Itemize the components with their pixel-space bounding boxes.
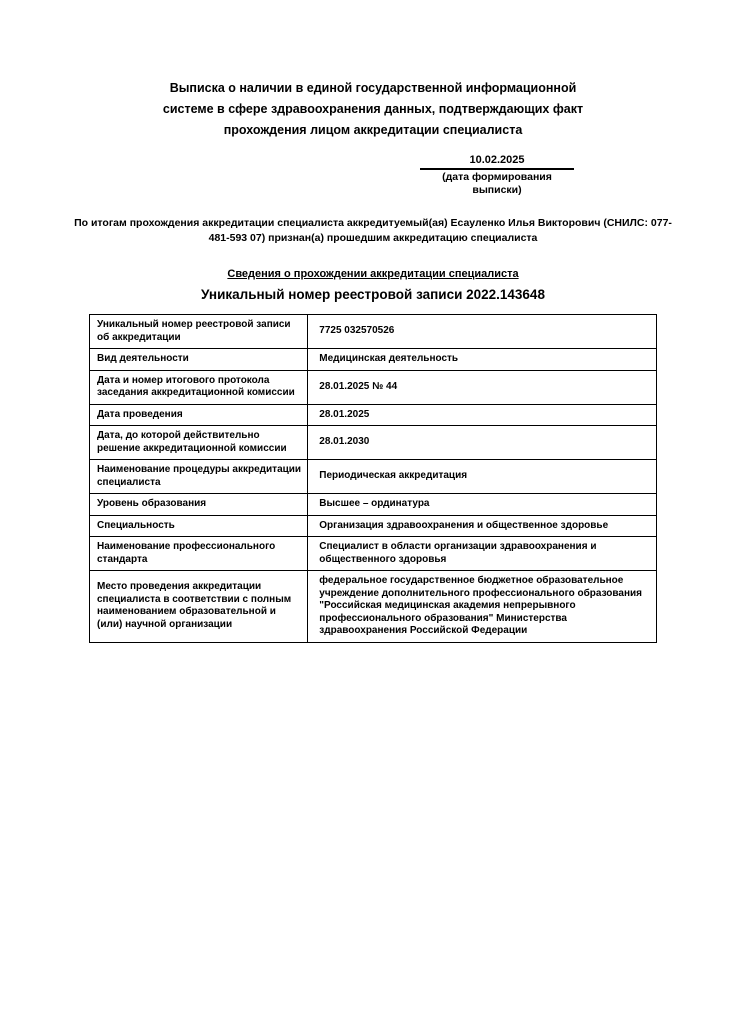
field-value: Высшее – ординатура: [308, 494, 657, 516]
accreditation-summary-paragraph: По итогам прохождения аккредитации специалиста аккредитуемый(ая) Есауленко Илья Викторович (СНИЛС: 077-481-593 07) признан(а) прошедшим аккредитацию специалиста: [74, 217, 672, 244]
field-label: Уникальный номер реестровой записи об аккредитации: [90, 315, 308, 349]
document-title: Выписка о наличии в единой государственной информационной системе в сфере здравоохранения данных, подтверждающих факт прохождения лицом аккредитации специалиста: [162, 81, 584, 137]
field-label: Специальность: [90, 515, 308, 537]
field-value: Специалист в области организации здравоохранения и общественного здоровья: [308, 537, 657, 571]
issue-date: 10.02.2025: [420, 153, 574, 170]
registry-record-title: Уникальный номер реестровой записи 2022.143648: [201, 287, 545, 302]
table-row: [90, 426, 657, 460]
field-label: Уровень образования: [90, 494, 308, 516]
field-value: 28.01.2030: [308, 426, 657, 460]
table-row: [90, 370, 657, 404]
field-label: Наименование процедуры аккредитации специалиста: [90, 460, 308, 494]
field-label: Место проведения аккредитации специалиста в соответствии с полным наименованием образовательной и (или) научной организации: [90, 571, 308, 643]
field-value: Организация здравоохранения и общественное здоровье: [308, 515, 657, 537]
field-value: 28.01.2025 № 44: [308, 370, 657, 404]
table-row: [90, 460, 657, 494]
issue-date-block: [420, 153, 574, 197]
field-value: 7725 032570526: [308, 315, 657, 349]
table-row: [90, 494, 657, 516]
table-row: [90, 515, 657, 537]
table-row: [90, 349, 657, 371]
field-label: Дата и номер итогового протокола заседания аккредитационной комиссии: [90, 370, 308, 404]
field-value: 28.01.2025: [308, 404, 657, 426]
field-value: Периодическая аккредитация: [308, 460, 657, 494]
field-label: Дата, до которой действительно решение аккредитационной комиссии: [90, 426, 308, 460]
field-value: федеральное государственное бюджетное образовательное учреждение дополнительного профессионального образования "Российская медицинская академия непрерывного профессионального образования" Министерства здравоохранения Российской Федерации: [308, 571, 657, 643]
table-row: [90, 404, 657, 426]
accreditation-details-table: [89, 314, 657, 643]
table-row: [90, 315, 657, 349]
field-value: Медицинская деятельность: [308, 349, 657, 371]
section-header: Сведения о прохождении аккредитации специалиста: [227, 268, 519, 280]
issue-date-caption: (дата формирования выписки): [442, 171, 552, 196]
table-row: [90, 571, 657, 643]
field-label: Дата проведения: [90, 404, 308, 426]
field-label: Наименование профессионального стандарта: [90, 537, 308, 571]
field-label: Вид деятельности: [90, 349, 308, 371]
table-row: [90, 537, 657, 571]
